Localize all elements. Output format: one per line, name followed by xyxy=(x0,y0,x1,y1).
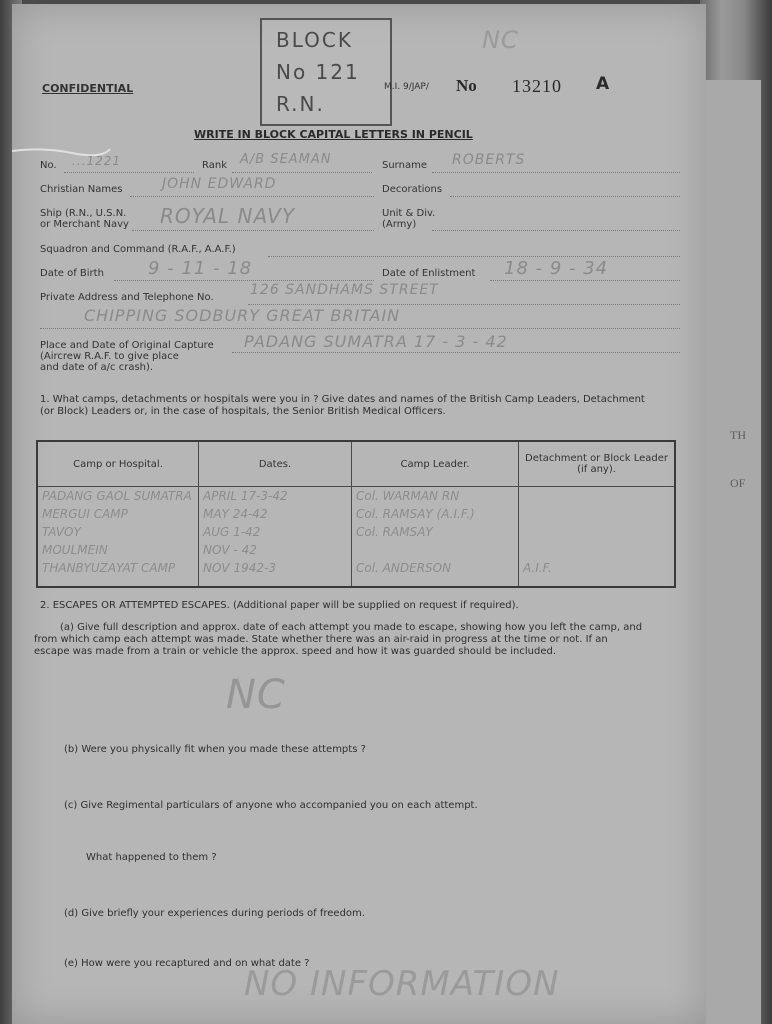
capture-label-3: and date of a/c crash). xyxy=(40,362,154,373)
address-value-1: 126 SANDHAMS STREET xyxy=(250,282,439,298)
question-2c: (c) Give Regimental particulars of anyone who accompanied you on each attempt. xyxy=(64,800,478,811)
table-cell-date: MAY 24-42 xyxy=(203,507,268,521)
unit-label-2: (Army) xyxy=(382,219,417,230)
question-2e-answer: NO INFORMATION xyxy=(244,964,560,1004)
capture-value: PADANG SUMATRA 17 - 3 - 42 xyxy=(244,332,508,351)
number-label: No xyxy=(456,76,477,95)
corner-handwriting: NC xyxy=(482,26,519,54)
question-2a-line-2: from which camp each attempt was made. State whether there was an air-raid in progress at the time or not. If an xyxy=(34,634,608,645)
camps-column xyxy=(37,487,199,588)
question-2a-answer: NC xyxy=(226,672,286,718)
ship-label-1: Ship (R.N., U.S.N. xyxy=(40,208,127,219)
table-cell-detachment xyxy=(519,505,674,523)
question-2e: (e) How were you recaptured and on what date ? xyxy=(64,958,310,969)
question-1-line-2: (or Block) Leaders or, in the case of hospitals, the Senior British Medical Officers. xyxy=(40,406,446,417)
squadron-label: Squadron and Command (R.A.F., A.A.F.) xyxy=(40,244,236,255)
table-cell-date: NOV 1942-3 xyxy=(203,561,276,575)
question-2-heading: 2. ESCAPES OR ATTEMPTED ESCAPES. (Additional paper will be supplied on request if required). xyxy=(40,600,519,611)
question-2a-line-3: escape was made from a train or vehicle the approx. speed and how it was guarded should be included. xyxy=(34,646,557,657)
christian-names-value: JOHN EDWARD xyxy=(162,176,277,192)
question-2b: (b) Were you physically fit when you made these attempts ? xyxy=(64,744,366,755)
table-cell-camp: MERGUI CAMP xyxy=(42,507,128,521)
rank-value: A/B SEAMAN xyxy=(240,152,332,167)
no-label: No. xyxy=(40,160,57,171)
table-cell-leader: Col. WARMAN RN xyxy=(356,489,460,503)
dates-column xyxy=(199,487,352,588)
table-cell-detachment xyxy=(519,487,674,505)
camps-table xyxy=(36,440,676,588)
table-cell-date: NOV - 42 xyxy=(203,543,257,557)
question-2a-line-1: (a) Give full description and approx. date of each attempt you made to escape, showing how you left the camp, and xyxy=(60,622,643,633)
rank-label: Rank xyxy=(202,160,227,171)
table-cell-camp: PADANG GAOL SUMATRA xyxy=(42,489,192,503)
dob-value: 9 - 11 - 18 xyxy=(148,258,253,279)
table-cell-leader: Col. RAMSAY xyxy=(356,525,433,539)
question-2c-followup: What happened to them ? xyxy=(86,852,217,863)
col-detachment-header: Detachment or Block Leader (if any). xyxy=(519,441,676,487)
table-cell-leader xyxy=(352,541,518,559)
table-cell-leader: Col. RAMSAY (A.I.F.) xyxy=(356,507,475,521)
address-value-2: CHIPPING SODBURY GREAT BRITAIN xyxy=(84,306,401,325)
serial-suffix: A xyxy=(596,74,610,94)
col-leader-header: Camp Leader. xyxy=(352,441,519,487)
confidential-label: CONFIDENTIAL xyxy=(42,82,134,95)
form-reference: M.I. 9/JAP/ xyxy=(384,82,429,92)
margin-note-mid: OF xyxy=(730,476,746,490)
enlistment-value: 18 - 9 - 34 xyxy=(504,258,609,279)
surname-label: Surname xyxy=(382,160,427,171)
table-cell-camp: MOULMEIN xyxy=(42,543,108,557)
block-stamp xyxy=(260,18,392,126)
serial-number: 13210 xyxy=(512,76,562,96)
instruction-heading: WRITE IN BLOCK CAPITAL LETTERS IN PENCIL xyxy=(194,128,473,141)
stamp-line-3: R.N. xyxy=(276,92,325,116)
capture-label-1: Place and Date of Original Capture xyxy=(40,340,214,351)
table-cell-date: APRIL 17-3-42 xyxy=(203,489,288,503)
stamp-line-2: No 121 xyxy=(276,60,360,84)
unit-label-1: Unit & Div. xyxy=(382,208,436,219)
dob-label: Date of Birth xyxy=(40,268,104,279)
table-cell-camp: THANBYUZAYAT CAMP xyxy=(42,561,176,575)
ship-label-2: or Merchant Navy xyxy=(40,219,129,230)
col-dates-header: Dates. xyxy=(199,441,352,487)
form-page xyxy=(12,4,706,1024)
ship-value: ROYAL NAVY xyxy=(160,204,296,228)
table-cell-detachment xyxy=(519,541,674,559)
leaders-column xyxy=(352,487,519,588)
enlistment-label: Date of Enlistment xyxy=(382,268,476,279)
christian-names-label: Christian Names xyxy=(40,184,123,195)
no-value: ...1221 xyxy=(72,154,121,168)
col-camp-header: Camp or Hospital. xyxy=(37,441,199,487)
table-cell-detachment: A.I.F. xyxy=(523,561,552,575)
capture-label-2: (Aircrew R.A.F. to give place xyxy=(40,351,179,362)
table-cell-date: AUG 1-42 xyxy=(203,525,261,539)
detachment-column xyxy=(519,487,676,588)
stamp-line-1: BLOCK xyxy=(276,28,353,52)
table-cell-detachment xyxy=(519,523,674,541)
table-cell-leader: Col. ANDERSON xyxy=(356,561,452,575)
question-2d: (d) Give briefly your experiences during periods of freedom. xyxy=(64,908,365,919)
decorations-label: Decorations xyxy=(382,184,443,195)
table-cell-camp: TAVOY xyxy=(42,525,81,539)
address-label: Private Address and Telephone No. xyxy=(40,292,214,303)
surname-value: ROBERTS xyxy=(452,152,526,168)
margin-note-top: TH xyxy=(730,428,746,442)
question-1-line-1: 1. What camps, detachments or hospitals were you in ? Give dates and names of the British Camp Leaders, Detachment xyxy=(40,394,645,405)
